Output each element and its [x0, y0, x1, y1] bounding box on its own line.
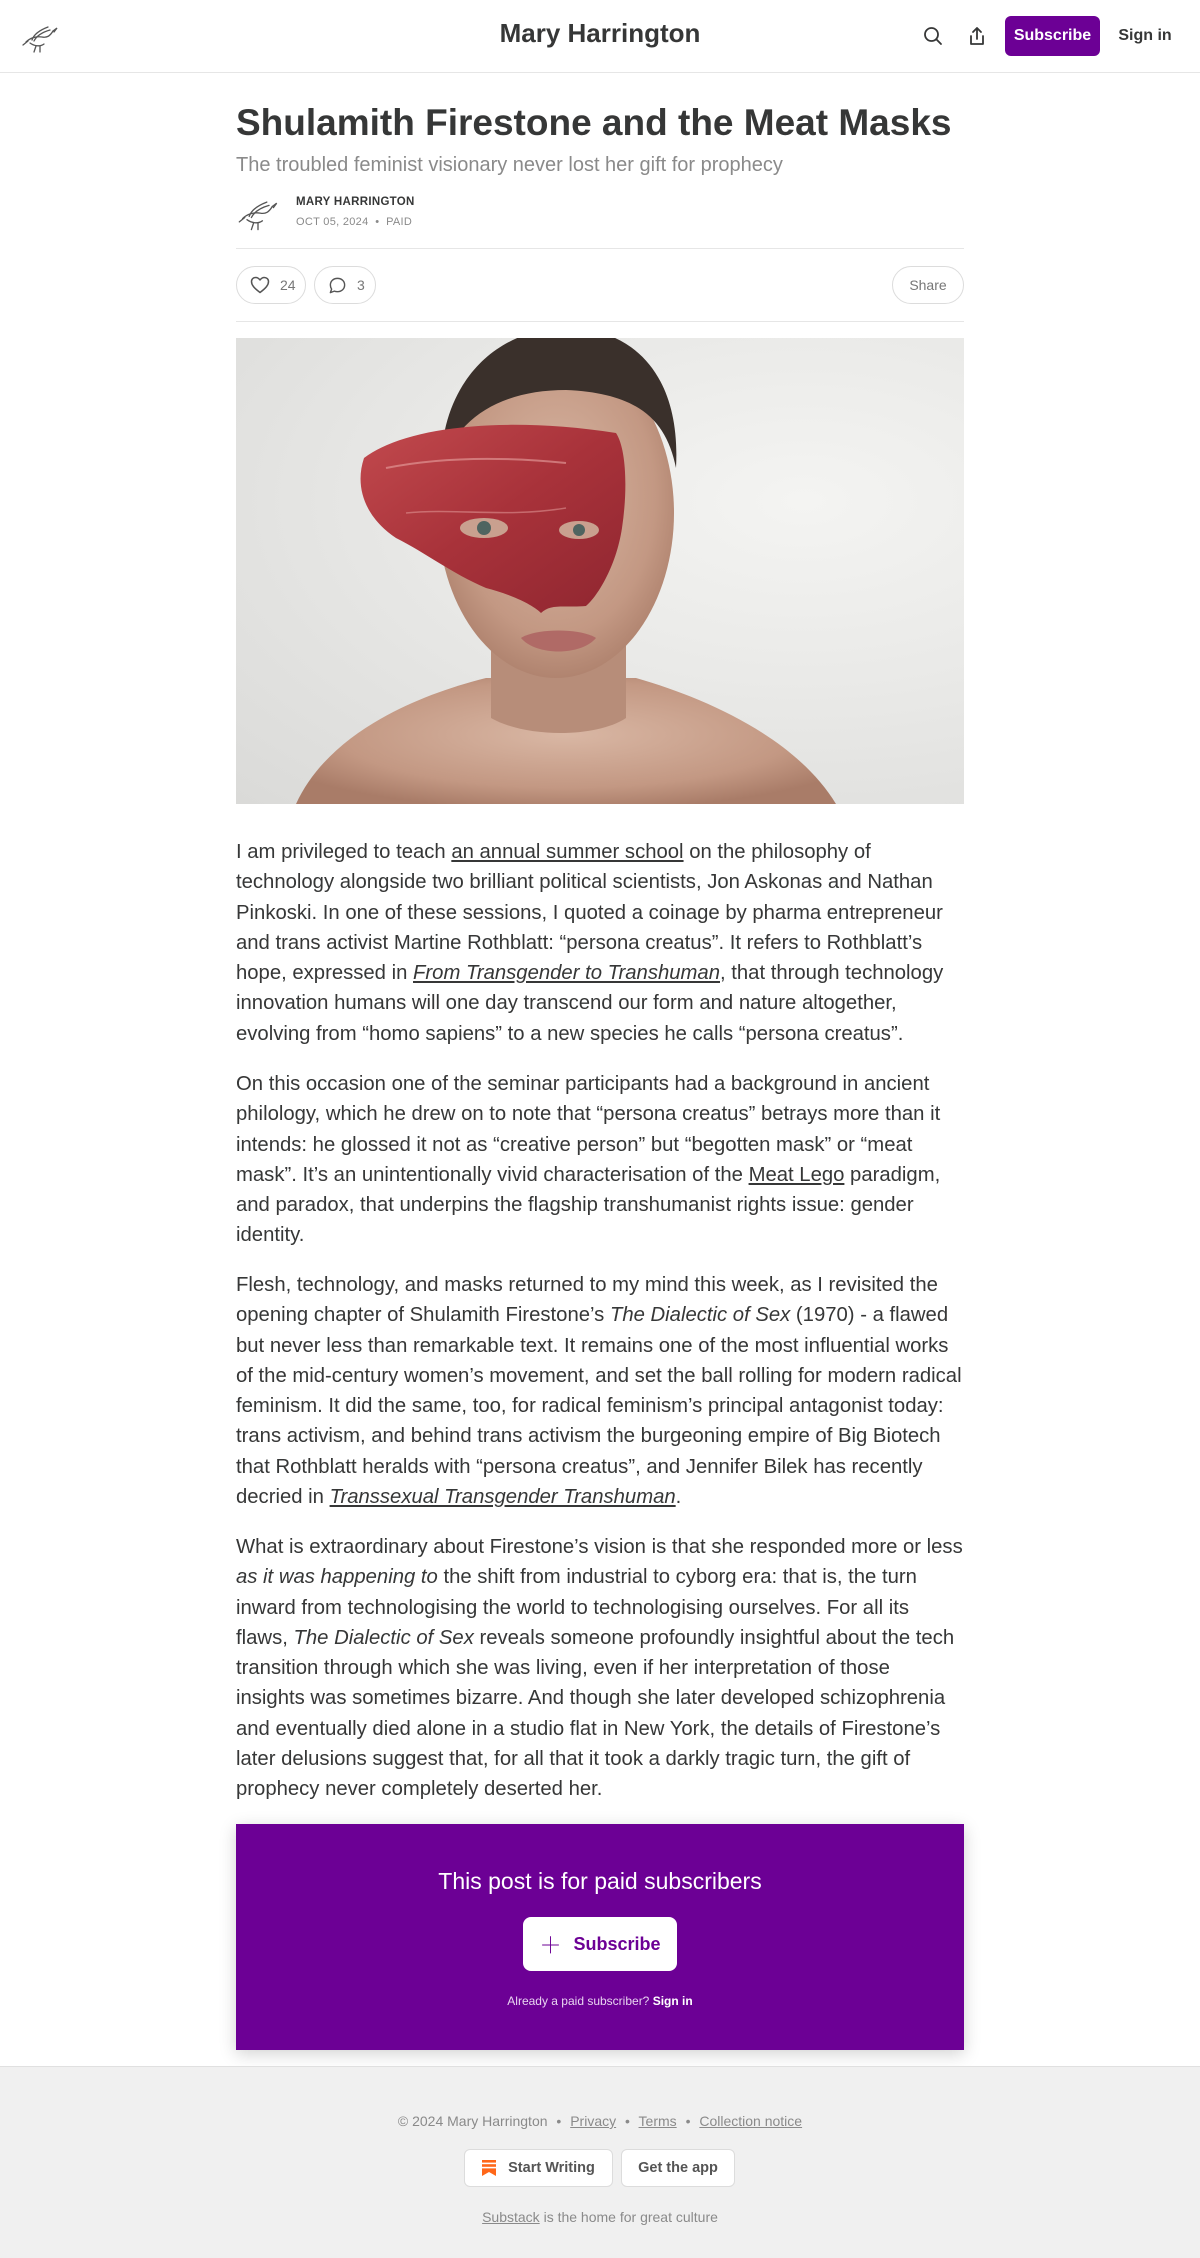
- book-link[interactable]: [413, 962, 720, 984]
- access-badge: PAID: [386, 216, 413, 228]
- sign-in-button[interactable]: Sign in: [1118, 27, 1172, 44]
- text-run: .: [675, 1486, 682, 1509]
- text-run: reveals someone profoundly insightful about the tech transition through which she was living, even if her interpretation of those insights was sometimes bizarre. And though she later developed schizophrenia and eventually died alone in a studio flat in New York, the details of Firestone’s later delusions suggest that, for all that it took a darkly tragic turn, the gift of prophecy never completely deserted her.: [236, 1626, 955, 1801]
- tagline-text: is the home for great culture: [539, 2209, 718, 2225]
- privacy-link[interactable]: Privacy: [570, 2113, 617, 2129]
- text-run: On this occasion one of the seminar participants had a background in ancient philology, which he drew on to note that “persona creatus” betrays more than it intends: he glossed it not as “creative person” but “begotten mask” or “meat mask”. It’s an unintentionally vivid characterisation of the: [236, 1073, 941, 1186]
- body-paragraph: [236, 1532, 964, 1805]
- footer-tagline: [0, 2209, 1200, 2225]
- text-run: the shift from industrial to cyborg era: that is, the turn inward from technologising the world to technologising ourselves. For all its flaws,: [236, 1566, 917, 1649]
- search-icon[interactable]: [919, 22, 947, 50]
- share-icon[interactable]: [963, 22, 991, 50]
- comment-button[interactable]: [314, 266, 376, 304]
- book-title: The Dialectic of Sex: [609, 1304, 791, 1327]
- plus-icon: ＋: [539, 1932, 562, 1958]
- paywall-footer: [236, 1994, 964, 2008]
- body-paragraph: [236, 1069, 964, 1251]
- separator: •: [685, 2113, 691, 2129]
- text-run: Flesh, technology, and masks returned to my mind this week, as I revisited the opening chapter of Shulamith Firestone’s: [236, 1274, 938, 1327]
- summer-school-link[interactable]: an annual summer school: [451, 841, 684, 863]
- top-bar: [0, 0, 1200, 73]
- body-paragraph: [236, 1270, 964, 1512]
- text-run: paradigm, and paradox, that underpins the flagship transhumanist rights issue: gender identity.: [236, 1163, 941, 1247]
- substack-logo-icon: [482, 2160, 496, 2176]
- text-run: (1970) - a flawed but never less than remarkable text. It remains one of the most influential works of the mid-century women’s movement, and set the ball rolling for modern radical feminism. It did the same, too, for radical feminism’s principal antagonist today: trans activism, and behind trans activism the burgeoning empire of Big Biotech that Rothblatt heralds with “persona creatus”, and Jennifer Bilek has recently decried in: [236, 1304, 962, 1509]
- share-button[interactable]: Share: [892, 266, 964, 304]
- divider: [236, 248, 964, 249]
- text-run: What is extraordinary about Firestone’s vision is that she responded more or less: [236, 1536, 963, 1558]
- body-paragraph: [236, 837, 964, 1049]
- book-title: The Dialectic of Sex: [293, 1626, 474, 1649]
- like-count: 24: [280, 277, 296, 293]
- book-title: Transsexual Transgender Transhuman: [329, 1486, 676, 1509]
- meat-lego-link[interactable]: Meat Lego: [748, 1163, 845, 1186]
- get-app-button[interactable]: Get the app: [621, 2149, 735, 2187]
- book-title: From Transgender to Transhuman: [413, 962, 720, 985]
- emphasis: as it was happening to: [236, 1566, 438, 1589]
- divider: [236, 321, 964, 322]
- text-run: , that through technology innovation humans will one day transcend our form and nature altogether, evolving from “homo sapiens” to a new species he calls “persona creatus”.: [236, 962, 944, 1045]
- separator: •: [625, 2113, 630, 2129]
- paywall-title: This post is for paid subscribers: [438, 1868, 762, 1894]
- site-footer: [0, 2066, 1200, 2258]
- start-writing-button[interactable]: [464, 2149, 613, 2187]
- post-subtitle: The troubled feminist visionary never lost her gift for prophecy: [236, 154, 783, 176]
- post-title: Shulamith Firestone and the Meat Masks: [236, 102, 952, 143]
- copyright-text: © 2024 Mary Harrington: [397, 2113, 548, 2129]
- paywall-subscribe-label: Subscribe: [573, 1933, 661, 1954]
- author-name[interactable]: MARY HARRINGTON: [296, 196, 415, 208]
- author-avatar[interactable]: [236, 190, 280, 234]
- post-meta: [296, 216, 412, 228]
- meta-separator: •: [371, 216, 387, 228]
- post-date: OCT 05, 2024: [296, 216, 369, 228]
- like-button[interactable]: [236, 266, 306, 304]
- footer-links: [0, 2113, 1200, 2129]
- publication-title[interactable]: Mary Harrington: [499, 18, 701, 48]
- paywall-subscribe-button[interactable]: [523, 1917, 677, 1971]
- book-link[interactable]: [330, 1486, 676, 1508]
- subscribe-button[interactable]: Subscribe: [1005, 16, 1100, 56]
- paywall-box: [236, 1824, 964, 2050]
- terms-link[interactable]: Terms: [638, 2113, 677, 2129]
- text-run: I am privileged to teach: [236, 841, 452, 863]
- already-subscriber-text: Already a paid subscriber?: [507, 1994, 650, 2008]
- comment-count: 3: [357, 277, 365, 293]
- paywall-sign-in-link[interactable]: Sign in: [652, 1994, 693, 2008]
- substack-link[interactable]: Substack: [482, 2209, 540, 2225]
- collection-notice-link[interactable]: Collection notice: [699, 2113, 803, 2129]
- start-writing-label: Start Writing: [508, 2160, 595, 2176]
- heart-icon: [250, 276, 270, 294]
- hero-image: [236, 338, 964, 804]
- comment-icon: [328, 276, 347, 295]
- text-run: on the philosophy of technology alongside two brilliant political scientists, Jon Askonas and Nathan Pinkoski. In one of these sessions, I quoted a coinage by pharma entrepreneur and trans activist Martine Rothblatt: “persona creatus”. It refers to Rothblatt’s hope, expressed in: [236, 841, 943, 985]
- separator: •: [556, 2113, 562, 2129]
